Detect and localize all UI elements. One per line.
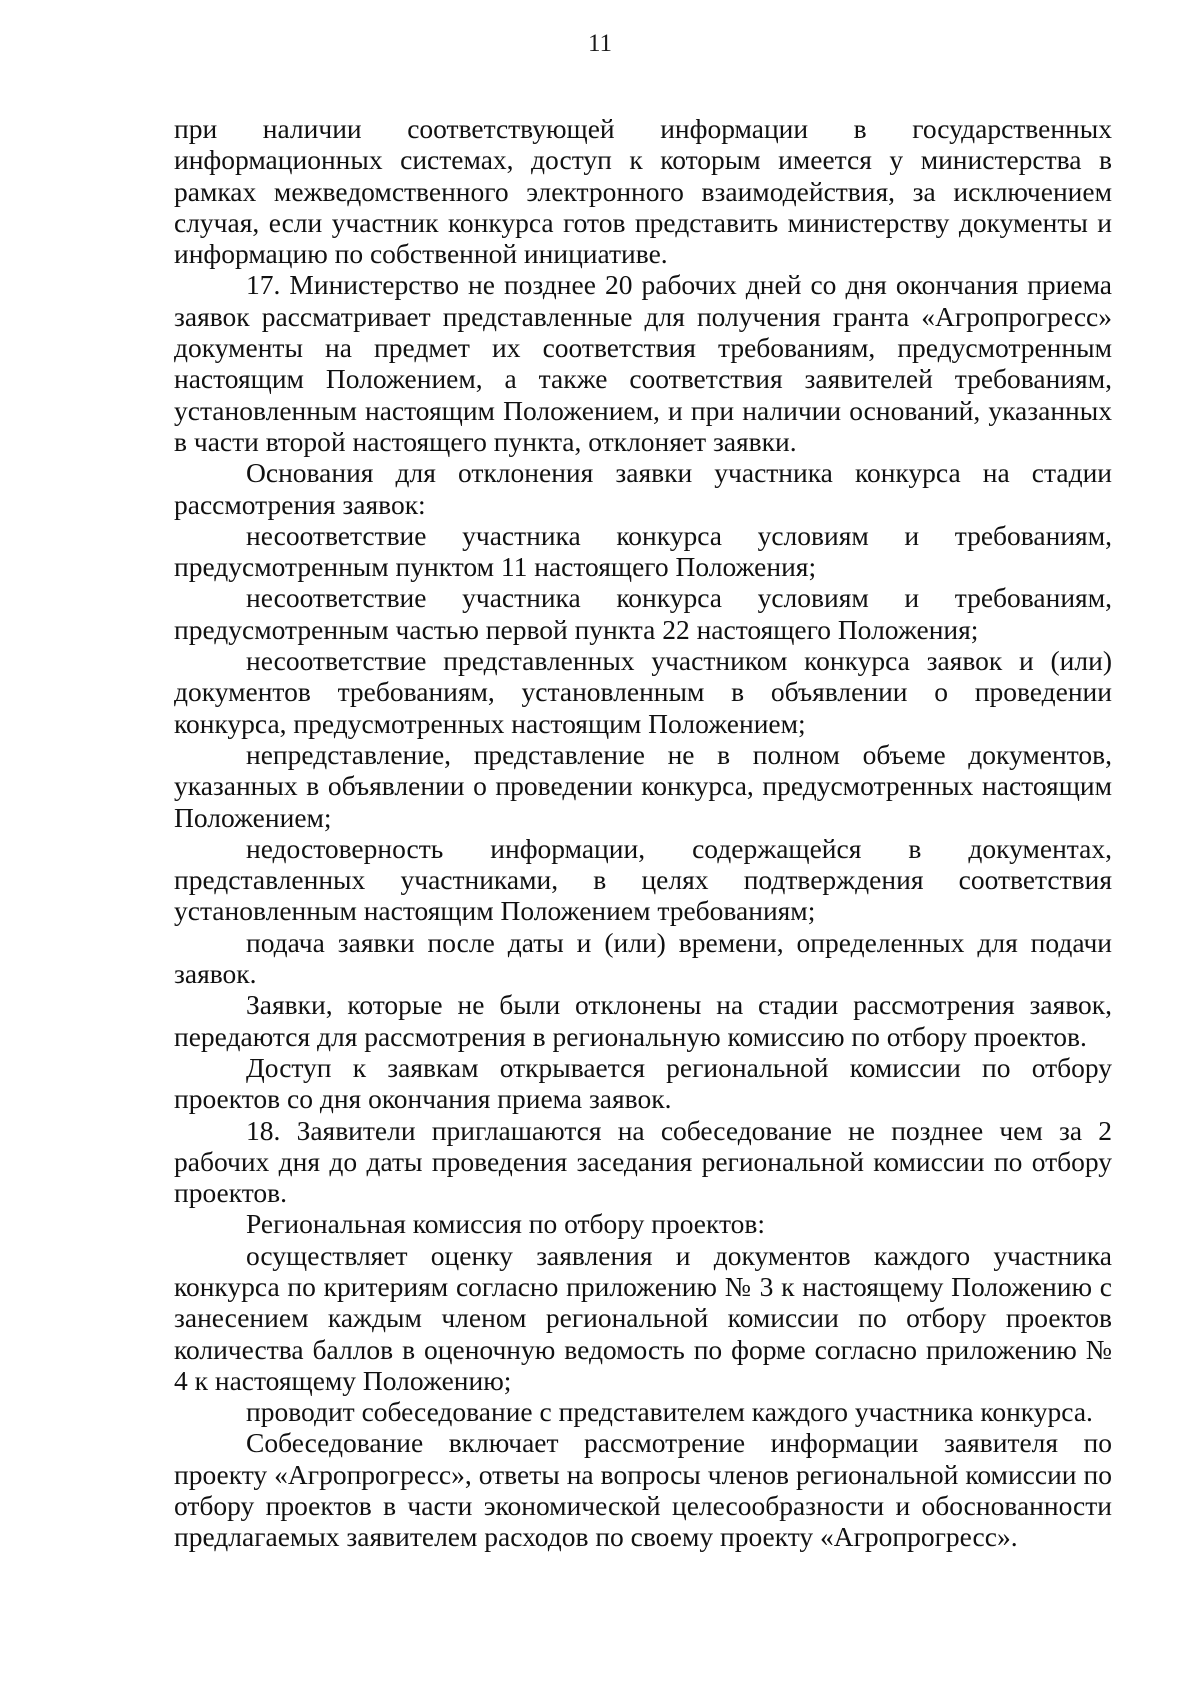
page-number: 11 [587, 30, 613, 57]
paragraph-transfer: Заявки, которые не были отклонены на стадии рассмотрения заявок, передаются для рассмотрения в региональную комиссию по отбору проектов. [174, 989, 1112, 1052]
paragraph-item-18: 18. Заявители приглашаются на собеседование не позднее чем за 2 рабочих дня до даты проведения заседания региональной комиссии по отбору проектов. [174, 1114, 1112, 1209]
paragraph-access: Доступ к заявкам открывается региональной комиссии по отбору проектов со дня окончания приема заявок. [174, 1051, 1112, 1115]
list-item: непредставление, представление не в полном объеме документов, указанных в объявлении о проведении конкурса, предусмотренных настоящим Положением; [174, 738, 1112, 833]
list-item: подача заявки после даты и (или) времени, определенных для подачи заявок. [174, 926, 1112, 990]
list-item: недостоверность информации, содержащейся в документах, представленных участниками, в целях подтверждения соответствия установленным настоящим Положением требованиям; [174, 832, 1112, 927]
list-item: несоответствие представленных участником конкурса заявок и (или) документов требованиям, установленным в объявлении о проведении конкурса, предусмотренных настоящим Положением; [174, 645, 1112, 739]
list-item: несоответствие участника конкурса условиям и требованиям, предусмотренным частью первой пункта 22 настоящего Положения; [174, 582, 1112, 645]
list-item: проводит собеседование с представителем каждого участника конкурса. [246, 1396, 1093, 1428]
paragraph-continuation: при наличии соответствующей информации в государственных информационных системах, доступ к которым имеется у министерства в рамках межведомственного электронного взаимодействия, за исключением случая, если участник конкурса готов представить министерству документы и информацию по собственной инициативе. [174, 113, 1112, 270]
list-item: осуществляет оценку заявления и документов каждого участника конкурса по критериям согласно приложению № 3 к настоящему Положению с занесением каждым членом региональной комиссии по отбору проектов количества баллов в оценочную ведомость по форме согласно приложению № 4 к настоящему Положению; [174, 1239, 1112, 1396]
list-item: несоответствие участника конкурса условиям и требованиям, предусмотренным пунктом 11 настоящего Положения; [174, 519, 1112, 583]
paragraph-item-17: 17. Министерство не позднее 20 рабочих дней со дня окончания приема заявок рассматривает представленные для получения гранта «Агропрогресс» документы на предмет их соответствия требованиям, предусмотренным настоящим Положением, а также соответствия заявителей требованиям, установленным настоящим Положением, и при наличии оснований, указанных в части второй настоящего пункта, отклоняет заявки. [174, 269, 1112, 457]
paragraph-interview: Собеседование включает рассмотрение информации заявителя по проекту «Агропрогресс», ответы на вопросы членов региональной комиссии по отбору проектов в части экономической целесообразности и обоснованности предлагаемых заявителем расходов по своему проекту «Агропрогресс». [174, 1427, 1112, 1553]
paragraph-rejection-grounds: Основания для отклонения заявки участника конкурса на стадии рассмотрения заявок: [174, 457, 1112, 520]
paragraph-commission: Региональная комиссия по отбору проектов: [246, 1208, 766, 1240]
document-body [174, 113, 1112, 1553]
